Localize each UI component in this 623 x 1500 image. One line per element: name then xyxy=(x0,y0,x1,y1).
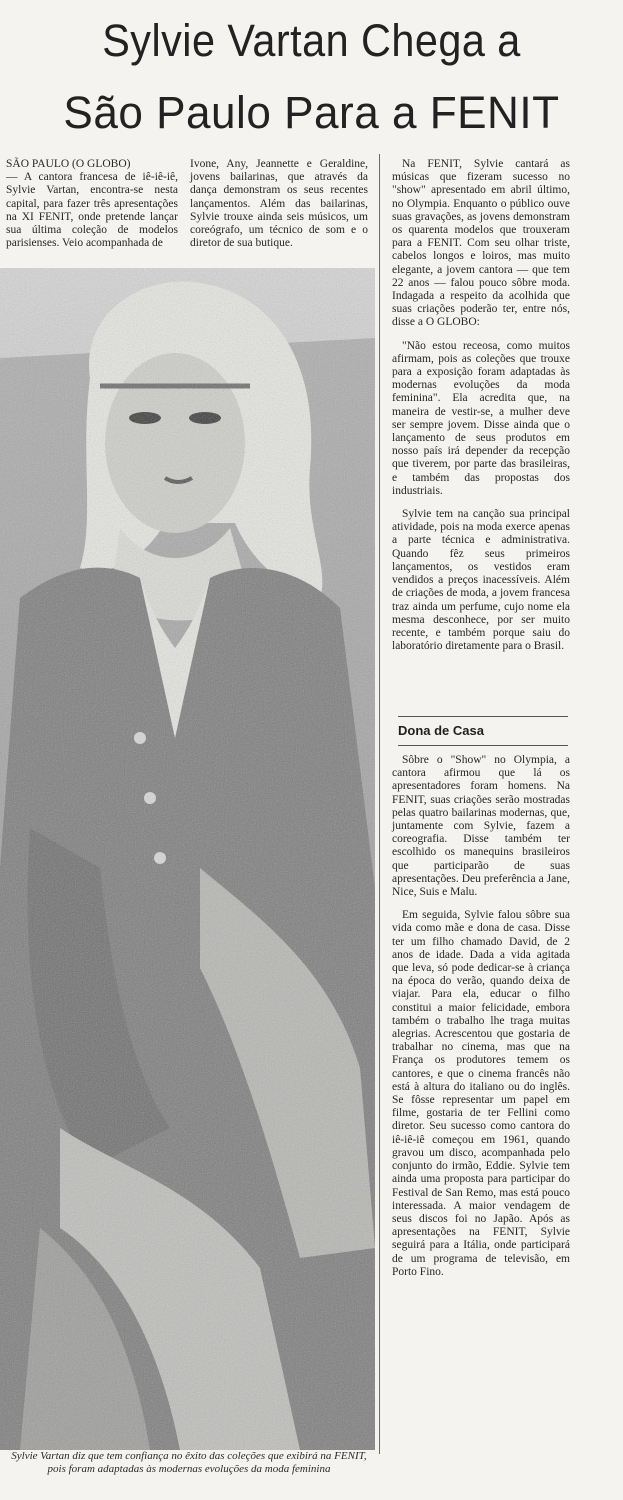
dateline: SÃO PAULO (O GLOBO) xyxy=(6,158,131,170)
article-column-2 xyxy=(190,158,368,260)
paragraph xyxy=(6,158,178,250)
column-divider xyxy=(379,154,380,1454)
paragraph: Ivone, Any, Jeannette e Geraldine, jovens bailarinas, que através da dança demonstram os seus recentes lançamentos. Além das bailarinas, Sylvie trouxe ainda seis músicos, um coreógrafo, um técnico de som e o diretor de sua butique. xyxy=(190,158,368,250)
photo-caption: Sylvie Vartan diz que tem confiança no êxito das coleções que exibirá na FENIT, pois foram adaptadas às modernas evoluções da moda feminina xyxy=(11,1450,367,1475)
paragraph: Sôbre o "Show" no Olympia, a cantora afirmou que lá os apresentadores foram homens. Na FENIT, suas criações serão mostradas pelas quatro bailarinas modernas, que, juntamente com Sylvie, fazem a coreografia. Disse também ter escolhido os manequins brasileiros que participarão de suas apresentações. Deu preferência a Jane, Nice, Suis e Malu. xyxy=(392,754,570,899)
paragraph: "Não estou receosa, como muitos afirmam, pois as coleções que trouxe para a exposição foram adaptadas às modernas evoluções da moda feminina". Ela acredita que, na maneira de vestir-se, a mulher deve ser sempre jovem. Disse ainda que o lançamento de seus produtos em nosso país irá depender da recepção que tiverem, por parte das brasileiras, e também das propostas dos industriais. xyxy=(392,339,570,497)
article-column-3-continued xyxy=(392,754,570,1289)
paragraph: Em seguida, Sylvie falou sôbre sua vida como mãe e dona de casa. Disse ter um filho chamado David, de 2 anos de idade. Dada a vida agitada que leva, só pode dedicar-se à criança na época do verão, quando deixa de viajar. Para ela, educar o filho constitui a maior felicidade, embora também o trabalho lhe traga muitas alegrias. Acrescentou que gostaria de trabalhar no cinema, mas que na França os produtores temem os cantores, e que o cinema francês não está à altura do italiano ou do inglês. Se fôsse representar um papel em filme, gostaria de ter Fellini como diretor. Seu sucesso como cantora do iê-iê-iê começou em 1961, quando gravou um disco, acompanhada pelo conjunto do irmão, Eddie. Sylvie tem ainda uma proposta para participar do Festival de San Remo, mas está pouco interessada. A maior vendagem de seus discos foi no Japão. Após as apresentações na FENIT, Sylvie seguirá para a Itália, onde participará de um programa de televisão, em Porto Fino. xyxy=(392,909,570,1278)
article-column-3 xyxy=(392,158,570,663)
headline-line-2: São Paulo Para a FENIT xyxy=(63,87,560,138)
paragraph-text: — A cantora francesa de iê-iê-iê, Sylvie Vartan, encontra-se nesta capital, para fazer três apresentações na XI FENIT, onde pretende lançar sua última coleção de modelos parisienses. Veio acompanhada de xyxy=(6,171,178,250)
paragraph: Sylvie tem na canção sua principal atividade, pois na moda exerce apenas a parte técnica e administrativa. Quando fêz seus primeiros lançamentos, os vestidos eram vendidos a preços inacessíveis. Além de criações de moda, a jovem francesa traz ainda um perfume, cujo nome ela mesma desconhece, por ser muito recente, e também porque saiu do laboratório diretamente para o Brasil. xyxy=(392,508,570,653)
portrait-photo xyxy=(0,268,375,1450)
paragraph: Na FENIT, Sylvie cantará as músicas que fizeram sucesso no "show" apresentado em abril último, no Olympia. Enquanto o público ouve suas gravações, as jovens demonstram os quarenta modelos que trouxeram para a FENIT. Com seu olhar triste, cabelos longos e loiros, mas muito elegante, a jovem cantora — que tem 22 anos — falou pouco sôbre moda. Indagada a respeito da acolhida que suas criações poderão ter, entre nós, disse a O GLOBO: xyxy=(392,158,570,329)
article-column-1 xyxy=(6,158,178,260)
subheading: Dona de Casa xyxy=(398,716,568,746)
headline-line-1: Sylvie Vartan Chega a xyxy=(102,15,521,66)
